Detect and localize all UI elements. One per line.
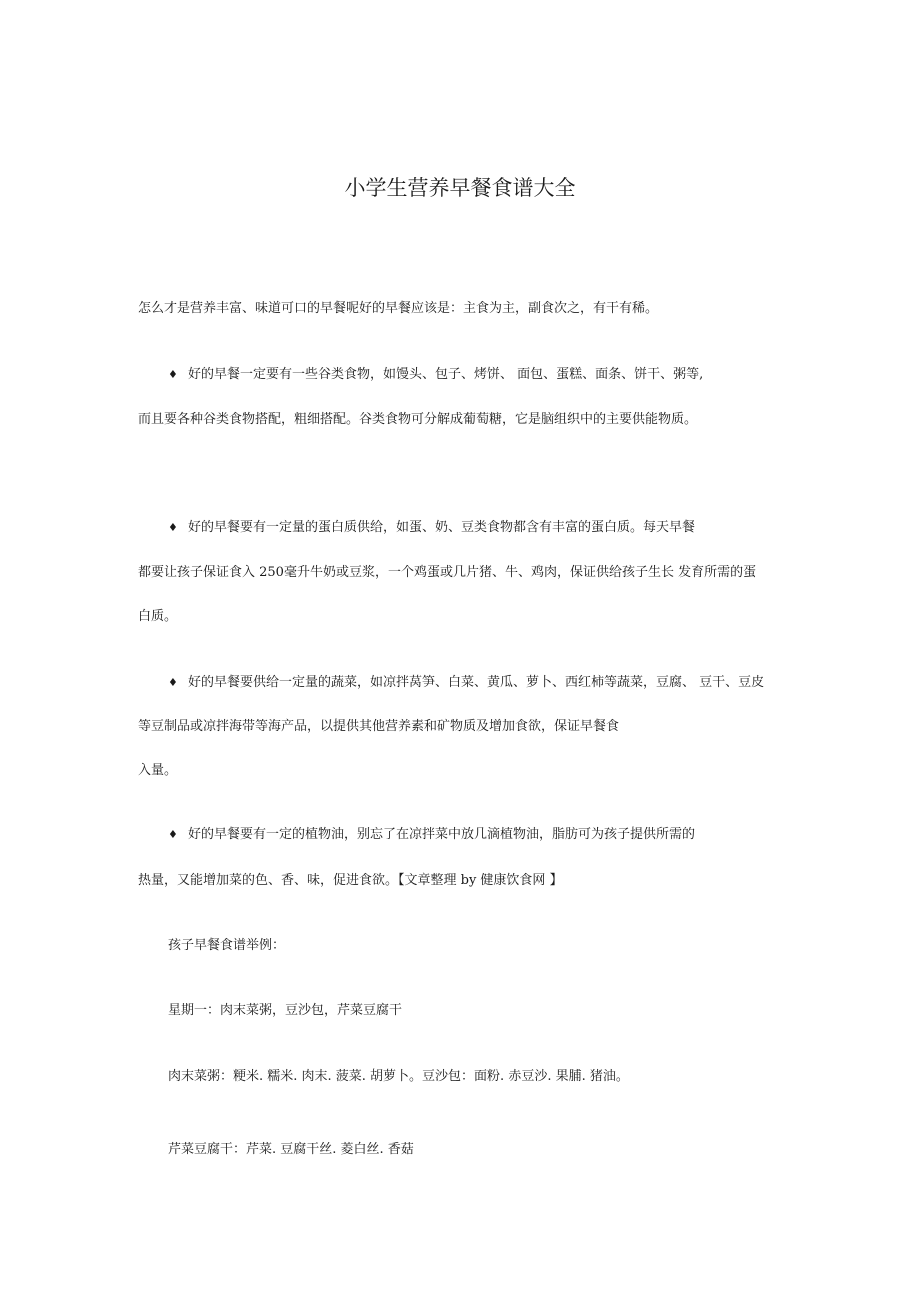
section-2-line-2: 都要让孩子保证食入 250毫升牛奶或豆浆，一个鸡蛋或几片猪、牛、鸡肉，保证供给孩子生长 发育所需的蛋 [138, 565, 757, 580]
bullet-icon: ♦ [168, 521, 178, 534]
recipe-monday: 星期一：肉末菜粥，豆沙包，芹菜豆腐干 [168, 1003, 403, 1018]
section-3-line-1 [168, 674, 764, 692]
section-1-line-1 [168, 366, 703, 384]
bullet-icon: ♦ [168, 828, 178, 841]
section-3-text-1: 好的早餐要供给一定量的蔬菜，如凉拌莴笋、白菜、黄瓜、萝卜、西红柿等蔬菜，豆腐、 豆干、豆皮 [188, 675, 765, 690]
page-title: 小学生营养早餐食谱大全 [344, 176, 576, 200]
intro-paragraph: 怎么才是营养丰富、味道可口的早餐呢好的早餐应该是：主食为主，副食次之，有干有稀。 [138, 301, 659, 316]
section-3-line-2: 等豆制品或凉拌海带等海产品，以提供其他营养素和矿物质及增加食欲，保证早餐食 [138, 719, 620, 734]
section-1-line-2: 而且要各种谷类食物搭配，粗细搭配。谷类食物可分解成葡萄糖，它是脑组织中的主要供能物质。 [138, 412, 698, 427]
section-3-line-3: 入量。 [138, 763, 178, 778]
section-4-text-1: 好的早餐要有一定的植物油，别忘了在凉拌菜中放几滴植物油，脂肪可为孩子提供所需的 [188, 827, 696, 842]
section-4-line-1 [168, 826, 695, 844]
recipe-detail-1: 肉末菜粥：粳米. 糯米. 肉末. 菠菜. 胡萝卜。豆沙包：面粉. 赤豆沙. 果脯. 猪油。 [168, 1069, 629, 1084]
section-2-line-1 [168, 519, 695, 537]
section-1-text-1: 好的早餐一定要有一些谷类食物，如馒头、包子、烤饼、 面包、蛋糕、面条、饼干、粥等, [188, 367, 704, 382]
recipes-heading: 孩子早餐食谱举例： [168, 938, 286, 953]
recipe-detail-2: 芹菜豆腐干：芹菜. 豆腐干丝. 菱白丝. 香菇 [168, 1142, 414, 1157]
section-4-line-2: 热量，又能增加菜的色、香、味，促进食欲。【文章整理 by 健康饮食网 】 [138, 873, 563, 888]
section-2-line-3: 白质。 [138, 609, 178, 624]
bullet-icon: ♦ [168, 676, 178, 689]
section-2-text-1: 好的早餐要有一定量的蛋白质供给，如蛋、奶、豆类食物都含有丰富的蛋白质。每天早餐 [188, 520, 696, 535]
bullet-icon: ♦ [168, 368, 178, 381]
